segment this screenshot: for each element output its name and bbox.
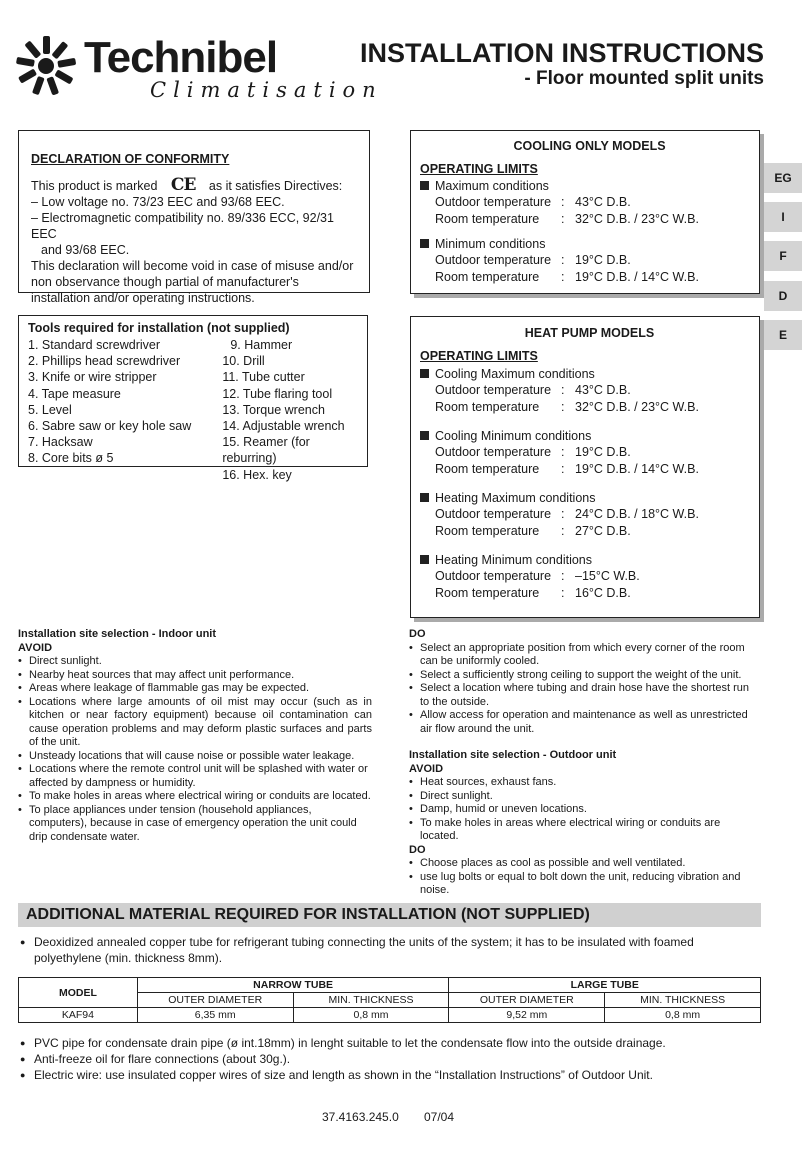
condition-value: –15°C W.B. (575, 569, 640, 583)
table-header-narrow: NARROW TUBE (137, 978, 449, 993)
declaration-item: – Electromagnetic compatibility no. 89/336 ECC, 92/31 EEC (31, 211, 334, 241)
condition-title: Heating Minimum conditions (435, 553, 593, 567)
condition-value: 43°C D.B. (575, 195, 631, 209)
condition-label: Outdoor temperature (435, 445, 552, 459)
condition-label: Outdoor temperature (435, 383, 552, 397)
list-item: • Select a location where tubing and drain hose have the shortest run to the outside. (420, 682, 761, 709)
list-item: • Damp, humid or uneven locations. (420, 803, 761, 817)
condition-label: Room temperature (435, 462, 540, 476)
page-subtitle: - Floor mounted split units (524, 68, 764, 89)
indoor-do-heading: DO (409, 628, 426, 640)
language-tab-d[interactable]: D (764, 281, 802, 311)
tools-list-right (222, 337, 367, 483)
tool-item: 16. Hex. key (222, 467, 292, 482)
document-code: 37.4163.245.0 (322, 1110, 399, 1124)
language-tab-eg[interactable]: EG (764, 163, 802, 193)
list-item: • Select a sufficiently strong ceiling to support the weight of the unit. (420, 669, 761, 683)
tool-item: 10. Drill (222, 354, 265, 369)
table-cell: 9,52 mm (449, 1008, 605, 1023)
table-row (19, 1008, 761, 1023)
condition-row: Outdoor temperature : 43°C D.B. (420, 382, 759, 399)
condition-row: Room temperature : 16°C D.B. (420, 585, 759, 602)
condition-row: Outdoor temperature : –15°C W.B. (420, 568, 759, 585)
declaration-text (31, 177, 357, 306)
square-bullet-icon (420, 239, 429, 248)
list-item: • Allow access for operation and maintenance as well as unrestricted air flow around the unit. (420, 709, 761, 736)
square-bullet-icon (420, 431, 429, 440)
table-header-min: MIN. THICKNESS (605, 993, 761, 1008)
table-cell: KAF94 (19, 1008, 138, 1023)
list-item: • Direct sunlight. (420, 790, 761, 804)
condition-value: 27°C D.B. (575, 524, 631, 538)
list-item: • Locations where large amounts of oil mist may occur (such as in kitchen or near factory equipment) because oil contamination can cause operation problems and may deform plastic surfaces and parts of the unit. (29, 696, 372, 750)
additional-intro (20, 934, 762, 966)
condition-label: Room temperature (435, 212, 540, 226)
condition-row: Room temperature : 19°C D.B. / 14°C W.B. (420, 269, 759, 286)
outdoor-do-heading: DO (409, 843, 426, 856)
tool-item: 4. Tape measure (28, 386, 121, 401)
condition-title: Minimum conditions (435, 237, 546, 251)
table-header-large: LARGE TUBE (449, 978, 761, 993)
list-item: • Direct sunlight. (29, 655, 372, 669)
condition-label: Room temperature (435, 586, 540, 600)
outdoor-avoid-heading: AVOID (409, 762, 444, 775)
condition-value: 19°C D.B. (575, 445, 631, 459)
condition-label: Room temperature (435, 524, 540, 538)
brand-subtitle: Climatisation (150, 78, 383, 102)
list-item: • Select an appropriate position from which every corner of the room can be uniformly cooled. (420, 642, 761, 669)
condition-row: Room temperature : 32°C D.B. / 23°C W.B. (420, 399, 759, 416)
list-item: • use lug bolts or equal to bolt down the unit, reducing vibration and noise. (420, 871, 761, 898)
cooling-limits-heading: OPERATING LIMITS (420, 162, 538, 176)
cooling-only-heading: COOLING ONLY MODELS (513, 139, 666, 153)
condition-label: Outdoor temperature (435, 569, 552, 583)
additional-material-heading: ADDITIONAL MATERIAL REQUIRED FOR INSTALLATION (NOT SUPPLIED) (18, 903, 761, 927)
list-item: • Unsteady locations that will cause noise or possible water leakage. (29, 750, 372, 764)
condition-group (420, 236, 759, 252)
tool-item: 6. Sabre saw or key hole saw (28, 419, 192, 434)
condition-title: Maximum conditions (435, 179, 549, 193)
table-header-outer: OUTER DIAMETER (137, 993, 293, 1008)
tool-item: 1. Standard screwdriver (28, 338, 161, 352)
table-cell: 0,8 mm (605, 1008, 761, 1023)
condition-row: Outdoor temperature : 43°C D.B. (420, 194, 759, 211)
bullet-item: ● Electric wire: use insulated copper wires of size and length as shown in the “Installation Instructions” of Outdoor Unit. (20, 1067, 762, 1083)
tool-item: 5. Level (28, 402, 72, 417)
indoor-site-heading: Installation site selection - Indoor unit (18, 628, 217, 640)
condition-value: 16°C D.B. (575, 586, 631, 600)
outdoor-site-heading: Installation site selection - Outdoor unit (409, 749, 617, 761)
condition-group (420, 428, 759, 444)
declaration-line: This product is marked (31, 179, 158, 193)
condition-label: Outdoor temperature (435, 253, 552, 267)
square-bullet-icon (420, 555, 429, 564)
list-item: • Nearby heat sources that may affect unit performance. (29, 669, 372, 683)
list-item: • Areas where leakage of flammable gas may be expected. (29, 682, 372, 696)
language-tab-e[interactable]: E (764, 320, 802, 350)
condition-group (420, 366, 759, 382)
list-item: • To make holes in areas where electrical wiring or conduits are located. (29, 790, 372, 804)
condition-group (420, 490, 759, 506)
tool-item: 2. Phillips head screwdriver (28, 354, 181, 369)
table-header-min: MIN. THICKNESS (293, 993, 449, 1008)
condition-value: 19°C D.B. (575, 253, 631, 267)
tool-item: 12. Tube flaring tool (222, 386, 333, 401)
condition-row: Room temperature : 27°C D.B. (420, 523, 759, 540)
condition-row: Room temperature : 19°C D.B. / 14°C W.B. (420, 461, 759, 478)
bullet-item: ● Anti-freeze oil for flare connections (about 30g.). (20, 1051, 762, 1067)
tools-heading: Tools required for installation (not supplied) (28, 321, 290, 335)
square-bullet-icon (420, 181, 429, 190)
additional-bullets (20, 1035, 762, 1083)
tool-item: 3. Knife or wire stripper (28, 370, 157, 385)
brand-name: Technibel (84, 33, 278, 82)
condition-value: 24°C D.B. / 18°C W.B. (575, 507, 699, 521)
tube-table (18, 977, 761, 1023)
condition-row: Outdoor temperature : 19°C D.B. (420, 252, 759, 269)
square-bullet-icon (420, 493, 429, 502)
list-item: • Choose places as cool as possible and well ventilated. (420, 857, 761, 871)
condition-value: 32°C D.B. / 23°C W.B. (575, 212, 699, 226)
language-tab-i[interactable]: I (764, 202, 802, 232)
condition-label: Outdoor temperature (435, 507, 552, 521)
condition-value: 19°C D.B. / 14°C W.B. (575, 462, 699, 476)
condition-group (420, 178, 759, 194)
condition-label: Room temperature (435, 400, 540, 414)
tool-item: 15. Reamer (for reburring) (222, 435, 310, 466)
tools-box (18, 315, 368, 482)
indoor-site-section (18, 628, 372, 844)
condition-group (420, 552, 759, 568)
bullet-item: ● PVC pipe for condensate drain pipe (ø int.18mm) in lenght suitable to let the condensate flow into the outside drainage. (20, 1035, 762, 1051)
tool-item: 11. Tube cutter (222, 370, 305, 385)
condition-value: 19°C D.B. / 14°C W.B. (575, 270, 699, 284)
indoor-avoid-heading: AVOID (18, 641, 53, 654)
square-bullet-icon (420, 369, 429, 378)
tool-item: 14. Adjustable wrench (222, 419, 345, 434)
tool-item: 8. Core bits ø 5 (28, 451, 114, 466)
condition-row: Room temperature : 32°C D.B. / 23°C W.B. (420, 211, 759, 228)
declaration-heading: DECLARATION OF CONFORMITY (31, 152, 230, 166)
list-item: • To make holes in areas where electrical wiring or conduits are located. (420, 817, 761, 844)
heat-pump-limits-heading: OPERATING LIMITS (420, 349, 538, 363)
table-cell: 0,8 mm (293, 1008, 449, 1023)
list-item: • To place appliances under tension (household appliances, computers), because in case of emergency operation the unit could drip condensate water. (29, 804, 372, 845)
heat-pump-heading: HEAT PUMP MODELS (524, 326, 655, 340)
declaration-box (18, 130, 370, 305)
indoor-do-section (409, 628, 761, 898)
condition-title: Cooling Minimum conditions (435, 429, 592, 443)
declaration-footer: This declaration will become void in case of misuse and/or non observance though partial of manufacturer's installation and/or operating instructions. (31, 259, 354, 305)
language-tab-f[interactable]: F (764, 241, 802, 271)
page-title: INSTALLATION INSTRUCTIONS (360, 38, 764, 68)
heat-pump-box (410, 316, 760, 618)
condition-row: Outdoor temperature : 19°C D.B. (420, 444, 759, 461)
condition-value: 32°C D.B. / 23°C W.B. (575, 400, 699, 414)
tool-item: 13. Torque wrench (222, 402, 325, 417)
condition-label: Outdoor temperature (435, 195, 552, 209)
list-item: • Heat sources, exhaust fans. (420, 776, 761, 790)
declaration-line: as it satisfies Directives: (208, 179, 343, 193)
tools-list-left (28, 337, 222, 483)
cooling-only-box (410, 130, 760, 294)
document-date: 07/04 (424, 1110, 455, 1124)
ce-mark: CE (170, 175, 196, 195)
declaration-item: – Low voltage no. 73/23 EEC and 93/68 EEC. (31, 195, 285, 209)
condition-row: Outdoor temperature : 24°C D.B. / 18°C W.B. (420, 506, 759, 523)
tool-item: 7. Hacksaw (28, 435, 93, 450)
condition-title: Heating Maximum conditions (435, 491, 596, 505)
table-cell: 6,35 mm (137, 1008, 293, 1023)
declaration-item: and 93/68 EEC. (41, 243, 130, 257)
list-item: • Locations where the remote control unit will be splashed with water or affected by dampness or humidity. (29, 763, 372, 790)
table-header-model: MODEL (19, 978, 138, 1008)
tool-item: 9. Hammer (230, 338, 293, 352)
condition-value: 43°C D.B. (575, 383, 631, 397)
condition-label: Room temperature (435, 270, 540, 284)
condition-title: Cooling Maximum conditions (435, 367, 595, 381)
table-header-outer: OUTER DIAMETER (449, 993, 605, 1008)
brand-logo-icon (14, 34, 78, 98)
bullet-item: ● Deoxidized annealed copper tube for refrigerant tubing connecting the units of the system; it has to be insulated with foamed polyethylene (min. thickness 8mm). (20, 934, 762, 966)
